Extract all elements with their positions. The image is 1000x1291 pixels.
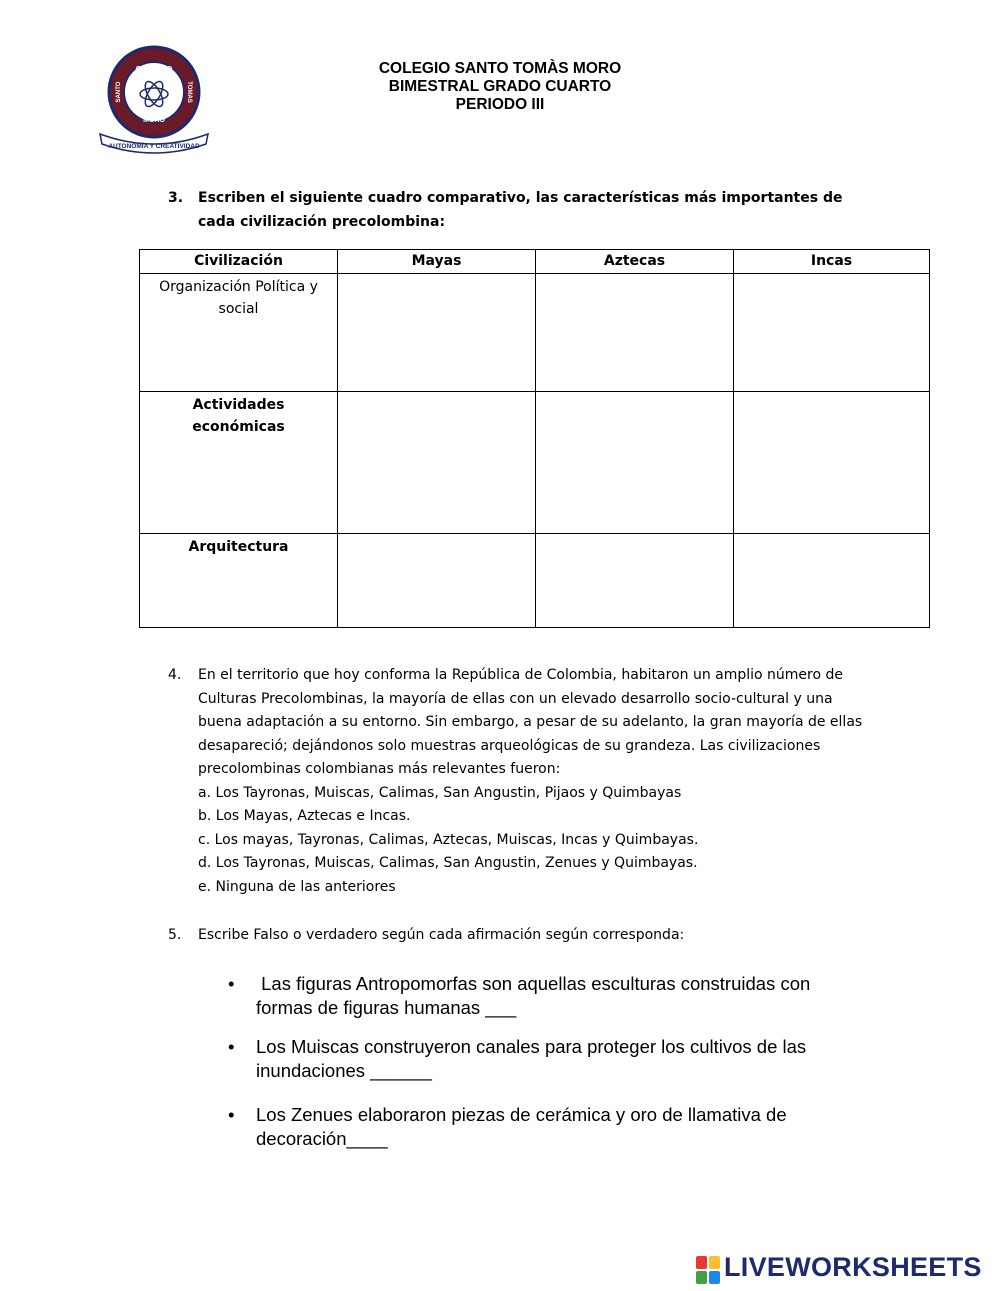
bullet-icon: • (228, 973, 235, 994)
statement-text[interactable]: Los Zenues elaboraron piezas de cerámica y oro de llamativa de decoración____ (256, 1104, 787, 1149)
table-header-row (140, 250, 930, 274)
bullet-icon: • (228, 1104, 235, 1125)
question-text: Escriben el siguiente cuadro comparativo, las características más importantes de cada civilización precolombina: (198, 190, 843, 230)
statement-text[interactable]: Los Muiscas construyeron canales para proteger los cultivos de las inundaciones ______ (256, 1036, 807, 1081)
school-name: COLEGIO SANTO TOMÀS MORO (378, 60, 622, 77)
period-title: PERIODO III (455, 96, 545, 113)
option-b[interactable]: b. Los Mayas, Aztecas e Incas. (198, 808, 411, 824)
answer-cell[interactable] (536, 534, 734, 628)
option-c[interactable]: c. Los mayas, Tayronas, Calimas, Aztecas, Muiscas, Incas y Quimbayas. (198, 831, 699, 848)
svg-text:TOMAS: TOMAS (186, 81, 192, 103)
liveworksheets-watermark: LIVEWORKSHEETS (724, 1252, 982, 1282)
answer-cell[interactable] (734, 274, 930, 392)
question-number: 4. (168, 667, 182, 683)
answer-cell[interactable] (338, 392, 536, 534)
answer-cell[interactable] (734, 392, 930, 534)
question-text: Escribe Falso o verdadero según cada afirmación según corresponda: (198, 927, 685, 943)
document-header (300, 60, 700, 114)
exam-title: BIMESTRAL GRADO CUARTO (388, 78, 612, 95)
question-number: 5. (168, 927, 182, 943)
answer-cell[interactable] (338, 534, 536, 628)
header-civilizacion: Civilización (140, 250, 338, 274)
answer-cell[interactable] (536, 392, 734, 534)
comparison-table (139, 249, 930, 628)
table-row (140, 274, 930, 392)
table-row (140, 392, 930, 534)
table-row (140, 534, 930, 628)
answer-cell[interactable] (338, 274, 536, 392)
answer-cell[interactable] (536, 274, 734, 392)
option-a[interactable]: a. Los Tayronas, Muiscas, Calimas, San Angustin, Pijaos y Quimbayas (198, 784, 682, 801)
header-aztecas: Aztecas (536, 250, 734, 274)
option-d[interactable]: d. Los Tayronas, Muiscas, Calimas, San Angustin, Zenues y Quimbayas. (198, 855, 698, 871)
row-label-arquitectura: Arquitectura (140, 534, 338, 628)
row-label-actividades: Actividades económicas (140, 392, 338, 534)
header-mayas: Mayas (338, 250, 536, 274)
svg-text:AUTONOMÍA Y CREATIVIDAD: AUTONOMÍA Y CREATIVIDAD (108, 143, 200, 150)
svg-text:MORO: MORO (143, 117, 165, 124)
question-text: En el territorio que hoy conforma la República de Colombia, habitaron un amplio número de Culturas Precolombinas, la mayoría de ellas con un elevado desarrollo socio-cultural y una buena adaptación a su entorno. Sin embargo, a pesar de su adelanto, la gran mayoría de ellas desapareció; dejándonos solo muestras arqueológicas de su grandeza. Las civilizaciones precolombinas colombianas más relevantes fueron: (198, 667, 863, 777)
statement-text[interactable]: Las figuras Antropomorfas son aquellas esculturas construidas con formas de figuras humanas ___ (256, 973, 816, 1018)
option-e[interactable]: e. Ninguna de las anteriores (198, 878, 396, 895)
header-incas: Incas (734, 250, 930, 274)
answer-cell[interactable] (734, 534, 930, 628)
row-label-organizacion: Organización Política y social (140, 274, 338, 392)
bullet-icon: • (228, 1036, 235, 1057)
liveworksheets-logo-icon (696, 1256, 722, 1286)
svg-text:COLEGIO: COLEGIO (135, 65, 173, 74)
question-number: 3. (168, 190, 184, 206)
school-logo (96, 42, 212, 158)
svg-text:SANTO: SANTO (116, 81, 122, 103)
